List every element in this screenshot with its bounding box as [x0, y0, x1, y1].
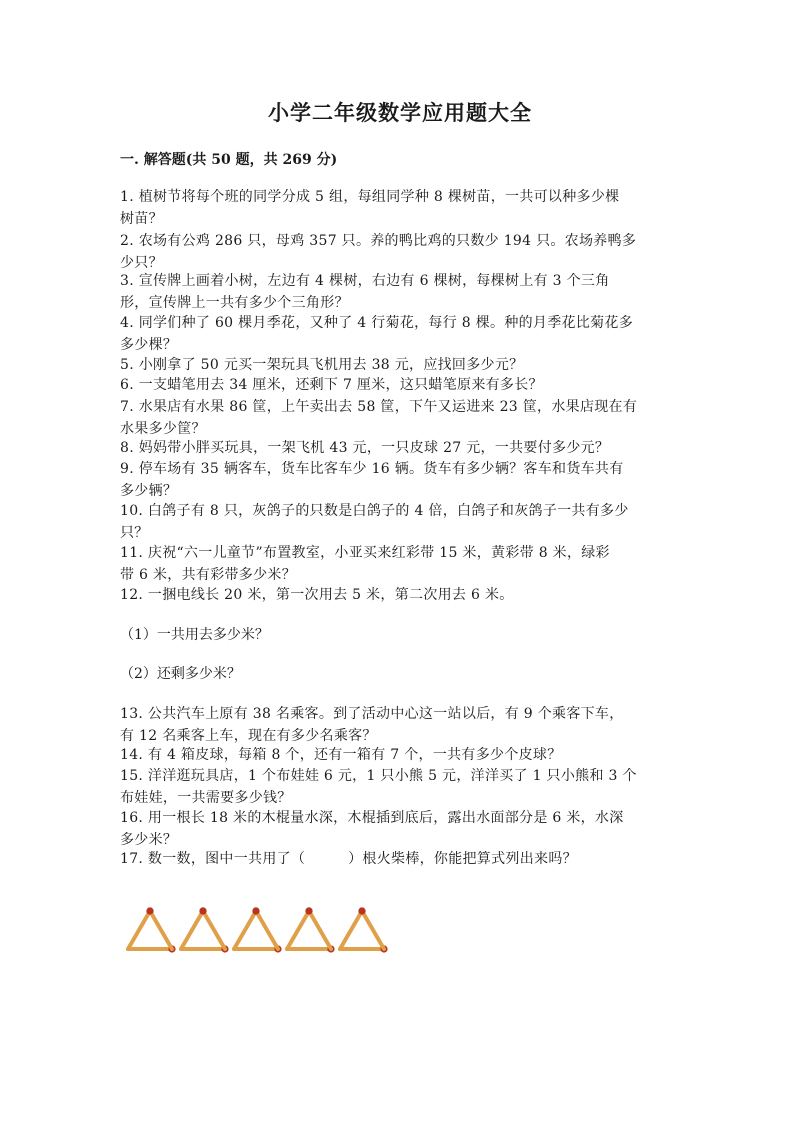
question-16 [120, 807, 680, 851]
section-heading: 一. 解答题(共 50 题，共 269 分) [120, 152, 338, 168]
question-12-part-2: （2）还剩多少米？ [120, 666, 241, 682]
question-6 [120, 374, 680, 396]
question-line: 11. 庆祝“六一儿童节”布置教室，小亚买来红彩带 15 米，黄彩带 8 米，绿彩 [120, 545, 610, 561]
question-line: 9. 停车场有 35 辆客车，货车比客车少 16 辆。货车有多少辆？客车和货车共有 [120, 461, 624, 477]
question-7 [120, 396, 680, 440]
question-3 [120, 270, 680, 314]
question-line: 4. 同学们种了 60 棵月季花，又种了 4 行菊花，每行 8 棵。种的月季花比菊花多 [120, 315, 634, 331]
question-1 [120, 186, 680, 230]
question-line: 7. 水果店有水果 86 筐，上午卖出去 58 筐，下午又运进来 23 筐，水果店现在有 [120, 399, 638, 415]
question-line: 16. 用一根长 18 米的木棍量水深，木棍插到底后，露出水面部分是 6 米，水深 [120, 810, 624, 826]
question-15 [120, 765, 680, 809]
question-line: 15. 洋洋逛玩具店，1 个布娃娃 6 元，1 只小熊 5 元，洋洋买了 1 只小熊和 3 个 [120, 768, 637, 784]
question-line: 少只？ [120, 255, 163, 271]
question-line: 17. 数一数，图中一共用了（ ）根火柴棒，你能把算式列出来吗？ [120, 851, 577, 867]
question-line: 水果多少筐？ [120, 421, 206, 437]
question-line: 8. 妈妈带小胖买玩具，一架飞机 43 元，一只皮球 27 元，一共要付多少元？ [120, 440, 610, 456]
matchstick-right [146, 907, 172, 949]
question-line: 2. 农场有公鸡 286 只，母鸡 357 只。养的鸭比鸡的只数少 194 只。农场养鸭多 [120, 233, 637, 249]
question-13 [120, 703, 680, 747]
question-8 [120, 437, 680, 459]
matchstick-triangles-figure [124, 905, 394, 957]
question-11 [120, 542, 680, 586]
matchstick-right [252, 907, 278, 949]
question-9 [120, 458, 680, 502]
question-line: 6. 一支蜡笔用去 34 厘米，还剩下 7 厘米，这只蜡笔原来有多长？ [120, 377, 543, 393]
question-line: 形，宣传牌上一共有多少个三角形？ [120, 295, 349, 311]
page-title: 小学二年级数学应用题大全 [268, 100, 532, 125]
question-2 [120, 230, 680, 274]
question-line: 带 6 米，共有彩带多少米？ [120, 567, 297, 583]
question-4 [120, 312, 680, 356]
question-12-part-1: （1）一共用去多少米？ [120, 627, 269, 643]
question-line: 只？ [120, 525, 149, 541]
question-5 [120, 354, 680, 376]
question-line: 多少辆？ [120, 483, 178, 499]
question-line: 12. 一捆电线长 20 米，第一次用去 5 米，第二次用去 6 米。 [120, 587, 514, 603]
question-line: 有 12 名乘客上车，现在有多少名乘客？ [120, 728, 377, 744]
question-line: 10. 白鸽子有 8 只，灰鸽子的只数是白鸽子的 4 倍，白鸽子和灰鸽子一共有多少 [120, 503, 629, 519]
question-line: 多少米？ [120, 832, 178, 848]
question-12 [120, 584, 680, 606]
question-line: 多少棵？ [120, 337, 178, 353]
question-line: 13. 公共汽车上原有 38 名乘客。到了活动中心这一站以后，有 9 个乘客下车， [120, 706, 624, 722]
matchstick-right [305, 907, 331, 949]
question-17 [120, 848, 680, 870]
question-line: 树苗？ [120, 211, 163, 227]
question-10 [120, 500, 680, 544]
question-line: 3. 宣传牌上画着小树，左边有 4 棵树，右边有 6 棵树，每棵树上有 3 个三角 [120, 273, 610, 289]
question-line: 14. 有 4 箱皮球，每箱 8 个，还有一箱有 7 个，一共有多少个皮球？ [120, 747, 562, 763]
question-line: 5. 小刚拿了 50 元买一架玩具飞机用去 38 元，应找回多少元？ [120, 357, 524, 373]
question-14 [120, 744, 680, 766]
matchstick-right [199, 907, 225, 949]
question-line: 布娃娃，一共需要多少钱？ [120, 790, 292, 806]
matchstick-right [358, 907, 384, 949]
question-line: 1. 植树节将每个班的同学分成 5 组，每组同学种 8 棵树苗，一共可以种多少棵 [120, 189, 620, 205]
